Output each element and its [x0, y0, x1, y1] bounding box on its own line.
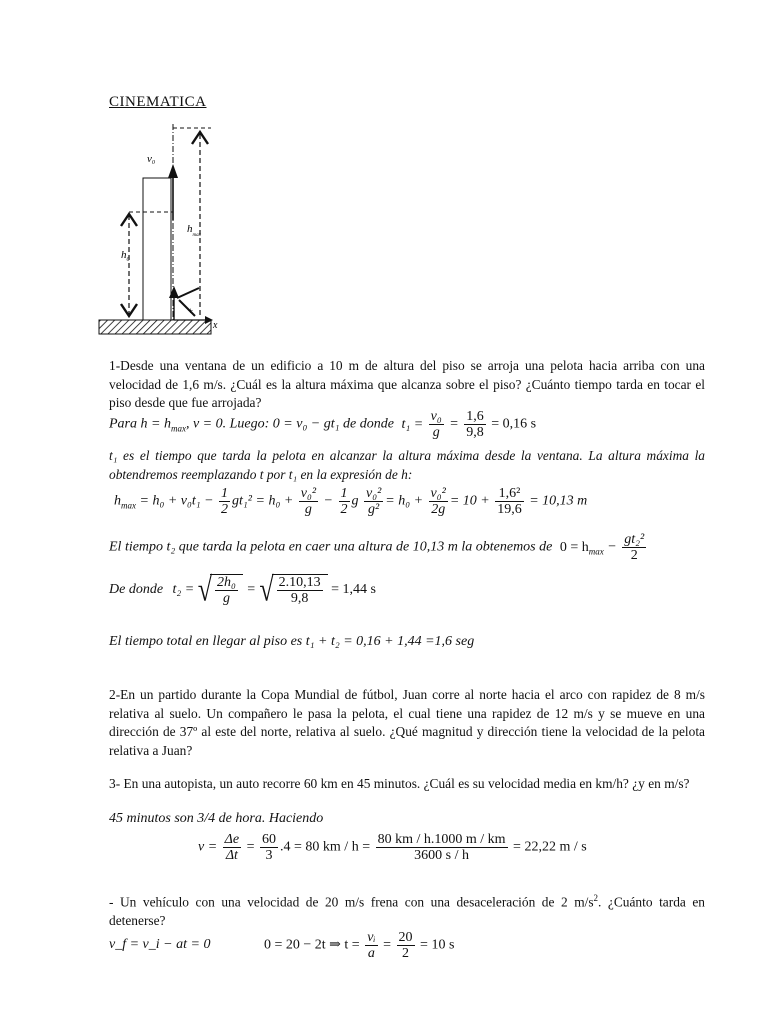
problem-1-explanation: t₁ es el tiempo que tarda la pelota en alcanzar la altura máxima desde la ventana. La altura máxima la obtendremos reemplazando t por t₁ en la expresión de h: [109, 448, 705, 482]
problem-4-equation-1: v_f = v_i − at = 0 [109, 937, 211, 952]
page-title: CINEMATICA [109, 94, 207, 110]
problem-1-total: El tiempo total en llegar al piso es t₁ + t₂ = 0,16 + 1,44 =1,6 seg [109, 634, 475, 649]
v0-label: v0 [147, 153, 155, 166]
problem-2-statement: 2-En un partido durante la Copa Mundial de fútbol, Juan corre al norte hacia el arco con rapidez de 8 m/s relativa al suelo. Un compañero le pasa la pelota, el cual tiene una rapidez de 12 m/s y se mueve en una dirección de 37º al este del norte, relativa al suelo. ¿Qué magnitud y dirección tiene la velocidad de la pelota relativa a Juan? [109, 687, 705, 758]
problem-3-hint: 45 minutos son 3/4 de hora. Haciendo [109, 811, 324, 826]
problem-1-t1-line: Para $h = h_{max}$, v = 0. Luego: 0 = v₀ − gt₁ de donde t₁ = $\frac{\text{v₀}}{g}$ = $\frac{1,6}{9,8}$ = 0,16 s [109, 409, 537, 440]
problem-3-equation: v = $\frac{\Delta e}{\Delta t}$ = $\frac{60}{3}$ .4 = 80 km / h = $\frac{80 km / h.1000 m / km}{3600 s / h}$ = 22,22 m / s [198, 832, 587, 863]
problem-1-hmax-equation: $h_{max} = h_0 + v_0t_1$ − $\frac{1}{2}$ gt₁² = h₀ + $\frac{\text{v₀²}}{g}$ − $\frac{1}{2}$ g $\frac{\text{v₀²}}{\text{g²}}$ = h₀ + $\frac{\text{v₀²}}{2g}$ = 10 + $\frac{\text{1,6²}}{19,6}$ = 10,13 m [114, 486, 588, 517]
building [143, 178, 171, 320]
problem-1-statement: 1-Desde una ventana de un edificio a 10 m de altura del piso se arroja una pelota hacia arriba con una velocidad de 1,6 m/s. ¿Cuál es la altura máxima que alcanza sobre el piso? ¿Cuánto tiempo tarda en tocar el piso desde que fue arrojada? [109, 358, 705, 410]
h0-label: $h_0$ [121, 249, 130, 263]
ground [99, 320, 211, 334]
hmax-label: $h_{max}$ [187, 223, 201, 238]
problem-1-t2-line: El tiempo t₂ que tarda la pelota en caer una altura de 10,13 m la obtenemos de $0 = h_{max}$ − $\frac{\text{gt₂²}}{2}$ [109, 532, 645, 563]
building-diagram [95, 120, 225, 340]
problem-4-equation-2: 0 = 20 − 2t ⇒ t = $\frac{\text{vᵢ}}{a}$ = $\frac{20}{2}$ = 10 s [264, 930, 455, 961]
problem-4-statement: - Un vehículo con una velocidad de 20 m/s frena con una desaceleración de 2 $m/s^2$. ¿Cuánto tarda en detenerse? [109, 893, 705, 928]
svg-text:+: + [188, 306, 194, 316]
problem-3-statement: 3- En una autopista, un auto recorre 60 km en 45 minutos. ¿Cuál es su velocidad media en km/h? ¿y en m/s? [109, 776, 690, 791]
x-axis-label: x [213, 320, 218, 331]
problem-1-t2-result: De donde t₂ = √ $\frac{\text{2h₀}}{g}$ = √ $\frac{2.10,13}{9,8}$ = 1,44 s [109, 570, 376, 609]
